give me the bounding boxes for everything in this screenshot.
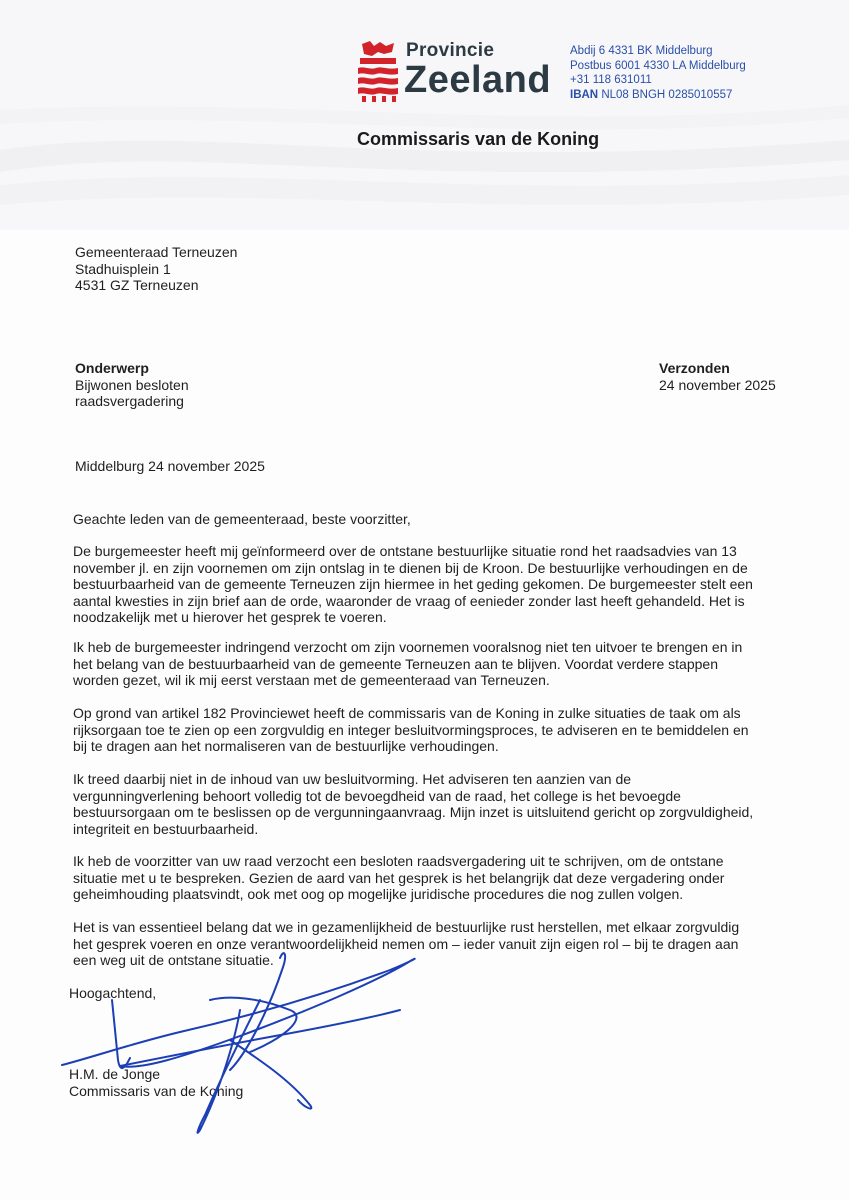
iban-label: IBAN [570,88,599,101]
paragraph-line: integriteit en bestuurbaarheid. [73,820,259,837]
signatory-name: H.M. de Jonge [69,1066,161,1082]
header-background [0,0,849,230]
zeeland-lion-icon [356,40,400,102]
iban-value: NL08 BNGH 0285010557 [601,88,733,101]
phone-number: +31 118 631011 [570,74,652,86]
signatory-title: Commissaris van de Koning [69,1082,244,1099]
subject-line: Bijwonen besloten [75,376,189,393]
paragraph-line: situatie met u te bespreken. Gezien de aard van het gesprek is het belangrijk dat deze vergadering onder [73,869,725,886]
paragraph [73,705,773,755]
sender-address [570,44,746,102]
recipient-line: Gemeenteraad Terneuzen [75,244,238,260]
paragraph-line: Ik treed daarbij niet in de inhoud van uw besluitvorming. Het adviseren ten aanzien van de [73,771,632,787]
place-date-line: Middelburg 24 november 2025 [75,458,265,474]
paragraph-line: vergunningverlening behoort volledig tot de bevoegdheid van de raad, het college is het bevoegde [73,787,681,804]
paragraph-line: Het is van essentieel belang dat we in gezamenlijkheid de bestuurlijke rust herstellen, met elkaar zorgvuldig [73,919,740,935]
subject-line: raadsvergadering [75,393,184,410]
paragraph [73,853,773,903]
paragraph-line: Op grond van artikel 182 Provinciewet heeft de commissaris van de Koning in zulke situaties de taak om als [73,705,741,721]
paragraph-line: noodzakelijk met u hierover het gesprek te voeren. [73,609,387,626]
paragraph-line: het gesprek voeren en onze verantwoordelijkheid nemen om – ieder vanuit zijn eigen rol – bij te dragen aan [73,935,739,952]
recipient-line: Stadhuisplein 1 [75,260,171,277]
paragraph-line: Ik heb de burgemeester indringend verzocht om zijn voornemen vooralsnog niet ten uitvoer te brengen en in [73,639,743,655]
paragraph [73,771,773,837]
sent-block [659,360,776,393]
sent-label: Verzonden [659,360,730,376]
paragraph-line: bestuurbaarheid van de gemeente Terneuzen zijn hiermee in het geding gekomen. De burgemeester stelt een [73,576,753,593]
paragraph-line: het belang van de bestuurbaarheid van de gemeente Terneuzen aan te blijven. Voordat verdere stappen [73,655,718,672]
paragraph-line: aantal kwesties in zijn brief aan de orde, waaronder de vraag of eenieder zonder last heeft gehandeld. Het is [73,592,745,609]
paragraph-line: De burgemeester heeft mij geïnformeerd over de ontstane bestuurlijke situatie rond het raadsadvies van 13 [73,543,737,559]
paragraph-line: Ik heb de voorzitter van uw raad verzocht een besloten raadsvergadering uit te schrijven, om de ontstane [73,853,724,869]
subject-block [75,360,189,410]
salutation: Geachte leden van de gemeenteraad, beste voorzitter, [73,511,411,527]
paragraph-line: bestuursorgaan om te beslissen op de vergunningaanvraag. Mijn inzet is uitsluitend gericht op zorgvuldigheid, [73,804,754,821]
paragraph-line: bij te dragen aan het normaliseren van de bestuurlijke verhoudingen. [73,738,499,755]
paragraph-line: geheimhouding plaatsvindt, ook met oog op mogelijke juridische procedures die nog zullen volgen. [73,886,684,903]
sent-date: 24 november 2025 [659,376,776,393]
recipient-line: 4531 GZ Terneuzen [75,277,199,294]
subject-label: Onderwerp [75,360,149,376]
handwritten-signature [60,940,480,1140]
paragraph-line: rijksorgaan toe te zien op een zorgvuldig en integer besluitvormingsproces, te adviseren en te bemiddelen en [73,721,749,738]
address-line: Abdij 6 4331 BK Middelburg [570,45,713,57]
paragraph-line: worden gezet, wil ik mij eerst verstaan met de gemeenteraad van Terneuzen. [73,672,550,689]
paragraph [73,543,773,626]
logo-text-provincie: Provincie [406,40,495,61]
iban-line [570,88,746,103]
paragraph-line: november jl. en zijn voornemen om zijn ontslag in te dienen bij de Kroon. De bestuurlijke verhoudingen en de [73,559,748,576]
logo-text-zeeland: Zeeland [404,59,552,101]
closing: Hoogachtend, [69,985,157,1001]
paragraph-line: een weg uit de ontstane situatie. [73,952,274,969]
office-title: Commissaris van de Koning [357,129,600,149]
provincie-zeeland-logo [356,40,556,104]
paragraph [73,639,773,689]
address-line: Postbus 6001 4330 LA Middelburg [570,59,746,72]
recipient-address [75,244,237,294]
